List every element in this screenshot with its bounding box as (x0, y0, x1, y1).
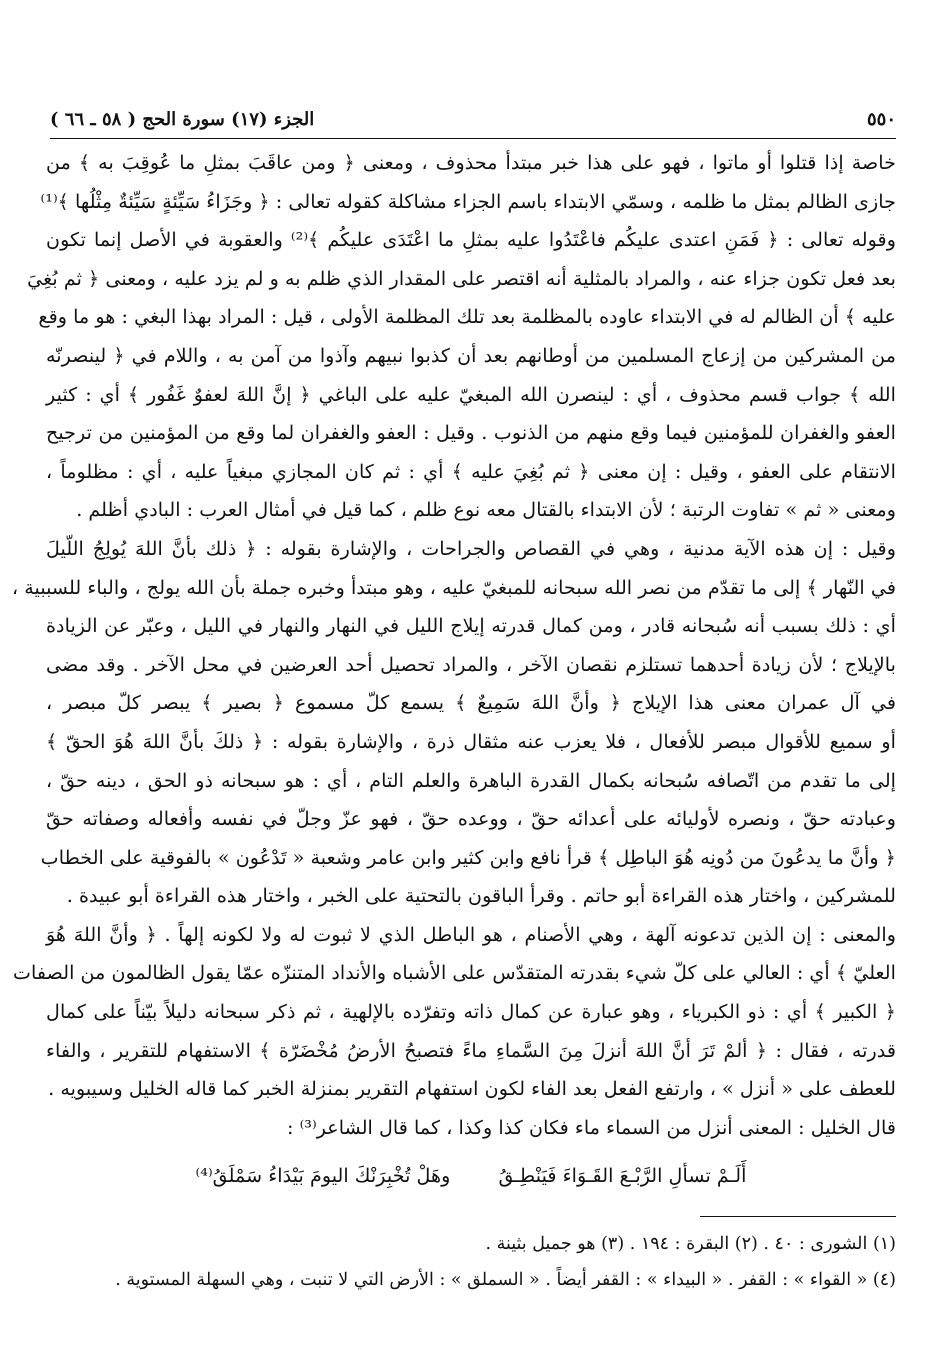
verse-first-hemistich: أَلَـمْ تسألِ الرَّبْـعَ القَـوَاءَ فَيَنْطِـقُ (498, 1164, 747, 1187)
footnote-divider (700, 1216, 896, 1217)
text-line: عليه ﴾ أن الظالم له في الابتداء عاوده بالمظلمة بعد تلك المظلمة الأولى ، قيل : المراد بهذا البغي : هو ما وقع (38, 305, 896, 329)
text-line: قدرته ، فقال : ﴿ ألمْ تَرَ أنَّ اللهَ أنزلَ مِنَ السَّماءِ ماءً فتصبحُ الأرضُ مُخْضَرّة ﴾ الاستفهام للتقرير ، والفاء (46, 1038, 896, 1062)
verse-second-hemistich: وهَلْ تُخْبِرَنْكَ اليومَ بَيْدَاءُ سَمْلَقُ⁽⁴⁾ (195, 1164, 451, 1187)
footnotes (50, 1226, 896, 1298)
text-line: وقيل : إن هذه الآية مدنية ، وهي في القصاص والجراحات ، والإشارة بقوله : ﴿ ذلك بأنَّ اللهَ يُولِجُ اللّيلَ (46, 536, 896, 560)
text-line: والمعنى : إن الذين تدعونه آلهة ، وهي الأصنام ، هو الباطل الذي لا ثبوت له ولا لكونه إلهاً . ﴿ وأنَّ اللهَ هُوَ (46, 922, 896, 946)
text-line: في النّهار ﴾ إلى ما تقدّم من نصر الله سبحانه للمبغيّ عليه ، وهو مبتدأ وخبره جملة بأن الله يولج ، والباء للسببية ، (11, 575, 896, 599)
poetry-verse (46, 1157, 896, 1195)
text-line: قال الخليل : المعنى أنزل من السماء ماء فكان كذا وكذا ، كما قال الشاعر⁽³⁾ : (287, 1115, 896, 1139)
text-line: العفو والغفران للمؤمنين فيما وقع منهم من الذنوب . وقيل : العفو والغفران لما وقع من المؤمنين من ترجيح (46, 421, 896, 445)
text-line: أي : ذلك بسبب أنه سُبحانه قادر ، ومن كمال قدرته إيلاج الليل في النهار والنهار في الليل ، وعبّر عن الزيادة (46, 614, 896, 638)
text-line: وقوله تعالى : ﴿ فَمَنِ اعتدى عليكُم فاعْتَدُوا عليه بمثلِ ما اعْتَدَى عليكُم ﴾⁽²⁾ والعقوبة في الأصل إنما تكون (46, 228, 896, 252)
text-line: أو سميع للأقوال مبصر للأفعال ، فلا يعزب عنه مثقال ذرة ، والإشارة بقوله : ﴿ ذلكَ بأنَّ اللهَ هُوَ الحقّ ﴾ (46, 729, 896, 753)
text-line: ﴿ وأنَّ ما يدعُونَ من دُونِه هُوَ الباطِل ﴾ قرأ نافع وابن كثير وابن عامر وشعبة « تَدْعُون » بالفوقية على الخطاب (40, 845, 896, 869)
body-text (11, 144, 896, 1147)
text-line: الله ﴾ جواب قسم محذوف ، أي : لينصرن الله المبغيّ عليه على الباغي ﴿ إنَّ اللهَ لعفوٌ غَفُور ﴾ أي : كثير (46, 382, 896, 406)
page-header (50, 104, 896, 134)
text-line: ﴿ الكبير ﴾ أي : ذو الكبرياء ، وهو عبارة عن كمال ذاته وتفرّده بالإلهية ، ثم ذكر سبحانه دليلاً بيّناً على كمال (46, 1000, 896, 1024)
text-line: الانتقام على العفو ، وقيل : إن معنى ﴿ ثم بُغِيَ عليه ﴾ أي : ثم كان المجازي مبغياً عليه ، أي : مظلوماً ، (46, 459, 896, 483)
text-line: بعد فعل تكون جزاء عنه ، والمراد بالمثلية أنه اقتصر على المقدار الذي ظلم به و لم يزد عليه ، ومعنى ﴿ ثم بُغِيَ (27, 266, 896, 290)
text-line: للمشركين ، واختار هذه القراءة أبو حاتم . وقرأ الباقون بالتحتية على الخبر ، واختار هذه القراءة أبو عبيدة . (66, 884, 896, 908)
text-line: جازى الظالم بمثل ما ظلمه ، وسمّي الابتداء باسم الجزاء مشاكلة كقوله تعالى : ﴿ وجَزَاءُ سَيِّئةٍ سَيِّئةٌ مِثْلُها ﴾⁽¹⁾ (40, 189, 896, 213)
running-title: الجزء (١٧) سورة الحج ( ٥٨ ـ ٦٦ ) (50, 108, 315, 130)
text-line: من المشركين من إزعاج المسلمين من أوطانهم بعد أن كذبوا نبيهم وآذوا من آمن به ، واللام في ﴿ لينصرنّه (46, 343, 896, 367)
text-line: خاصة إذا قتلوا أو ماتوا ، فهو على هذا خبر مبتدأ محذوف ، ومعنى ﴿ ومن عاقَبَ بمثلِ ما عُوقِبَ به ﴾ من (46, 151, 896, 174)
text-line: للعطف على « أنزل » ، وارتفع الفعل بعد الفاء لكون استفهام التقرير بمنزلة الخبر كما قاله الخليل وسيبويه . (48, 1077, 896, 1101)
footnote: (١) الشورى : ٤٠ . (٢) البقرة : ١٩٤ . (٣) هو جميل بثينة . (485, 1234, 896, 1254)
page-number: ٥٥٠ (866, 108, 896, 130)
footnote: (٤) « القواء » : القفر . « البيداء » : القفر أيضاً . « السملق » : الأرض التي لا تنبت ، وهي السهلة المستوية . (115, 1270, 896, 1290)
text-line: العليّ ﴾ أي : العالي على كلّ شيء بقدرته المتقدّس على الأشباه والأنداد المتنزّه عمّا يقول الظالمون من الصفات (12, 961, 896, 985)
text-line: وعبادته حقّ ، ونصره لأوليائه على أعدائه حقّ ، ووعده حقّ ، فهو عزّ وجلّ في نفسه وأفعاله وصفاته حقّ (46, 807, 896, 831)
text-line: في آل عمران معنى هذا الإيلاج ﴿ وأنَّ اللهَ سَمِيعٌ ﴾ يسمع كلّ مسموع ﴿ بصير ﴾ يبصر كلّ مبصر ، (46, 691, 896, 715)
text-line: ومعنى « ثم » تفاوت الرتبة ؛ لأن الابتداء بالقتال معه نوع ظلم ، كما قيل في أمثال العرب : البادي أظلم . (76, 498, 896, 522)
text-line: إلى ما تقدم من اتّصافه سُبحانه بكمال القدرة الباهرة والعلم التام ، أي : هو سبحانه ذو الحق ، دينه حقّ ، (46, 768, 896, 792)
header-divider (50, 138, 896, 139)
text-line: بالإيلاج ؛ لأن زيادة أحدهما تستلزم نقصان الآخر ، والمراد تحصيل أحد العرضين في محل الآخر . وقد مضى (46, 652, 896, 676)
